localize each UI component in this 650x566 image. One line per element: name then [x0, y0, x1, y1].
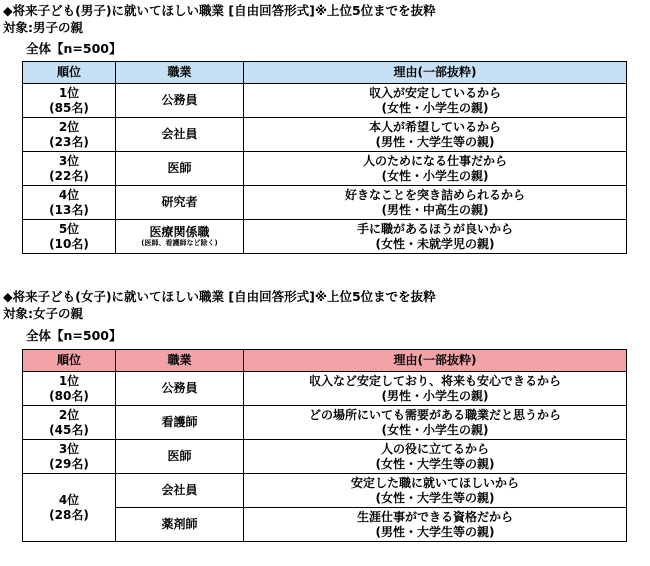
count: (80名)	[49, 388, 89, 403]
job-cell: 会社員	[116, 474, 244, 508]
rank-cell	[23, 440, 116, 474]
job-cell: 薬剤師	[116, 508, 244, 542]
rank: 3位	[58, 154, 80, 168]
job-cell: 看護師	[116, 406, 244, 440]
rank: 1位	[58, 374, 80, 388]
reason-cell	[244, 152, 627, 186]
count: (85名)	[49, 100, 89, 115]
rank-cell	[23, 152, 116, 186]
rank-cell	[23, 84, 116, 118]
respondent: (女性・大学生等の親)	[375, 490, 495, 505]
rank: 2位	[58, 408, 80, 422]
table-row	[23, 440, 627, 474]
job-cell: 公務員	[116, 84, 244, 118]
reason: 収入が安定しているから	[368, 86, 501, 100]
rank: 1位	[58, 86, 80, 100]
reason-cell	[244, 474, 627, 508]
rank: 3位	[58, 442, 80, 456]
respondent: (女性・小学生の親)	[381, 100, 489, 115]
job-cell: 研究者	[116, 186, 244, 220]
rank: 4位	[58, 493, 80, 507]
respondent: (女性・未就学児の親)	[375, 236, 495, 251]
table-row	[23, 474, 627, 508]
count: (13名)	[49, 202, 89, 217]
reason: 手に職があるほうが良いから	[356, 222, 513, 236]
count: (22名)	[49, 168, 89, 183]
rank: 4位	[58, 188, 80, 202]
rank: 5位	[58, 222, 80, 236]
reason-cell	[244, 220, 627, 254]
male-total-label: 全体【n=500】	[26, 41, 122, 56]
table-row	[23, 152, 627, 186]
job-cell	[116, 220, 244, 254]
header-rank: 順位	[23, 62, 116, 84]
table-row	[23, 372, 627, 406]
count: (45名)	[49, 422, 89, 437]
table-header-row	[23, 62, 627, 84]
rank-cell	[23, 406, 116, 440]
reason: どの場所にいても需要がある職業だと思うから	[308, 408, 561, 422]
table-row	[23, 186, 627, 220]
reason: 本人が希望しているから	[368, 120, 501, 134]
table-row	[23, 84, 627, 118]
reason-cell	[244, 372, 627, 406]
female-target-label: 対象:女子の親	[3, 306, 83, 321]
rank-cell	[23, 474, 116, 542]
header-job: 職業	[116, 62, 244, 84]
reason: 収入など安定しており、将来も安心できるから	[308, 374, 561, 388]
count: (28名)	[49, 507, 89, 522]
job-note: (医師、看護師など除く)	[141, 239, 218, 248]
male-section-heading: ◆将来子ども(男子)に就いてほしい職業 [自由回答形式]※上位5位までを抜粋	[3, 3, 436, 18]
respondent: (女性・大学生等の親)	[375, 456, 495, 471]
header-job: 職業	[116, 350, 244, 372]
female-section-heading: ◆将来子ども(女子)に就いてほしい職業 [自由回答形式]※上位5位までを抜粋	[3, 289, 436, 304]
rank-cell	[23, 118, 116, 152]
header-reason: 理由(一部抜粋)	[244, 350, 627, 372]
rank-cell	[23, 220, 116, 254]
male-ranking-table	[22, 61, 627, 254]
table-header-row	[23, 350, 627, 372]
reason-cell	[244, 406, 627, 440]
reason-cell	[244, 84, 627, 118]
reason: 好きなことを突き詰められるから	[344, 188, 525, 202]
reason: 安定した職に就いてほしいから	[350, 476, 519, 490]
female-ranking-table	[22, 349, 627, 542]
job-cell: 公務員	[116, 372, 244, 406]
reason-cell	[244, 508, 627, 542]
job-cell: 医師	[116, 440, 244, 474]
respondent: (女性・小学生の親)	[381, 422, 489, 437]
table-row	[23, 406, 627, 440]
count: (10名)	[49, 236, 89, 251]
reason: 人のためになる仕事だから	[362, 154, 507, 168]
header-reason: 理由(一部抜粋)	[244, 62, 627, 84]
respondent: (男性・大学生等の親)	[375, 524, 495, 539]
table-row	[23, 118, 627, 152]
reason-cell	[244, 186, 627, 220]
rank-cell	[23, 372, 116, 406]
job-cell: 会社員	[116, 118, 244, 152]
female-total-label: 全体【n=500】	[26, 328, 122, 343]
header-rank: 順位	[23, 350, 116, 372]
job-cell: 医師	[116, 152, 244, 186]
reason-cell	[244, 118, 627, 152]
job: 医療関係職	[149, 224, 210, 239]
reason: 生涯仕事ができる資格だから	[356, 510, 513, 524]
respondent: (女性・小学生の親)	[381, 168, 489, 183]
rank-cell	[23, 186, 116, 220]
count: (29名)	[49, 456, 89, 471]
respondent: (男性・大学生等の親)	[375, 134, 495, 149]
count: (23名)	[49, 134, 89, 149]
reason: 人の役に立てるから	[380, 442, 489, 456]
reason-cell	[244, 440, 627, 474]
rank: 2位	[58, 120, 80, 134]
table-row	[23, 220, 627, 254]
respondent: (男性・小学生の親)	[381, 388, 489, 403]
male-target-label: 対象:男子の親	[3, 20, 83, 35]
respondent: (男性・中高生の親)	[381, 202, 489, 217]
